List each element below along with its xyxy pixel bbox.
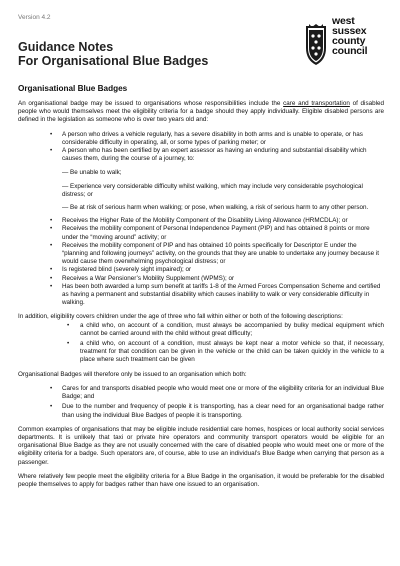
closing-paragraph: Where relatively few people meet the eligibility criteria for a Blue Badge in the organisation, it would be preferable for the disabled people themselves to apply for badges rather than have one issued to an organisation.: [18, 472, 384, 488]
sub-point: — Be unable to walk;: [62, 169, 122, 177]
document-title: [18, 40, 208, 68]
list-item: • Has been both awarded a lump sum benefit at tariffs 1-8 of the Armed Forces Compensation Scheme and certified as having a permanent and substantial disability which causes inability to walk or very considerable difficulty in walking.: [18, 283, 384, 308]
list-item: • Is registered blind (severely sight impaired); or: [18, 266, 384, 274]
list-item: • Receives a War Pensioner’s Mobility Supplement (WPMS); or: [18, 275, 384, 283]
intro-text-end: of disabled people who would themselves meet the eligibility criteria for a badge should they apply individually. Eligible disabled persons are defined in the legislation as someone who is over two years old and:: [18, 100, 384, 124]
title-line-1: Guidance Notes: [18, 40, 114, 54]
list-item: • Receives the mobility component of Personal Independence Payment (PIP) and has obtained 8 points or more under the “moving around” activity; or: [18, 225, 384, 241]
intro-underlined-text: care and transportation: [283, 100, 350, 107]
children-intro-paragraph: In addition, eligibility covers children under the age of three who fall within either or both of the following descriptions:: [18, 313, 343, 321]
list-item: • Receives the Higher Rate of the Mobility Component of the Disability Living Allowance (HRMCDLA); or: [18, 217, 384, 225]
sub-point: — Experience very considerable difficulty whilst walking, which may include very considerable psychological distress; or: [62, 182, 363, 198]
wordmark-line-3: county: [332, 35, 366, 47]
list-item: • A person who has been certified by an expert assessor as having an enduring and substantial disability which causes them, during the course of a journey, to:: [18, 147, 384, 163]
additional-criteria-list: [18, 217, 384, 307]
list-item: • Due to the number and frequency of people it is transporting, has a clear need for an organisational badge rather than using the individual Blue Badges of people it is transporting.: [18, 403, 384, 419]
section-heading: Organisational Blue Badges: [18, 84, 128, 93]
eligibility-criteria-list: [18, 131, 384, 164]
wordmark-line-1: west: [332, 15, 355, 27]
wordmark-line-4: council: [332, 45, 368, 57]
intro-paragraph: [18, 100, 384, 125]
crest-shield-icon: [303, 24, 329, 66]
document-body: [18, 84, 384, 495]
organisation-intro-paragraph: Organisational Badges will therefore only be issued to an organisation which both:: [18, 370, 247, 378]
examples-paragraph: Common examples of organisations that may be eligible include residential care homes, hospices or local authority social services departments. It is unlikely that taxi or private hire operators and community transport operators would be eligible for an organisational Blue Badge as they are not usually concerned with the care of disabled people who would meet one or more of the eligibility criteria for a badge. Such operators are, of course, able to use an individual’s Blue Badge when carrying that person as a passenger.: [18, 425, 384, 466]
council-wordmark: [332, 16, 367, 56]
children-criteria-list: [18, 322, 384, 365]
wordmark-line-2: sussex: [332, 25, 367, 37]
title-line-2: For Organisational Blue Badges: [18, 54, 209, 68]
organisation-criteria-list: [18, 385, 384, 420]
intro-text-start: An organisational badge may be issued to organisations whose responsibilities include the: [18, 100, 284, 107]
sub-point: — Be at risk of serious harm when walking; or pose, when walking, a risk of serious harm to any other person.: [62, 204, 369, 212]
list-item: • a child who, on account of a condition, must always be accompanied by bulky medical equipment which cannot be carried around with the child without great difficulty;: [18, 322, 384, 338]
list-item: • a child who, on account of a condition, must always be kept near a motor vehicle so that, if necessary, treatment for that condition can be given in the vehicle or the child can be taken quickly in the vehicle to a place where such treatment can be given: [18, 340, 384, 365]
list-item: • Receives the mobility component of PIP and has obtained 10 points specifically for Descriptor E under the “planning and following journeys” activity, on the grounds that they are unable to undertake any journey because it would cause them overwhelming psychological distress; or: [18, 242, 384, 267]
council-logo: [303, 10, 388, 70]
list-item: • Cares for and transports disabled people who would meet one or more of the eligibility criteria for an individual Blue Badge; and: [18, 385, 384, 401]
list-item: • A person who drives a vehicle regularly, has a severe disability in both arms and is unable to operate, or has considerable difficulty in operating, all, or some types of parking meter; or: [18, 131, 384, 147]
version-label: Version 4.2: [18, 14, 51, 21]
